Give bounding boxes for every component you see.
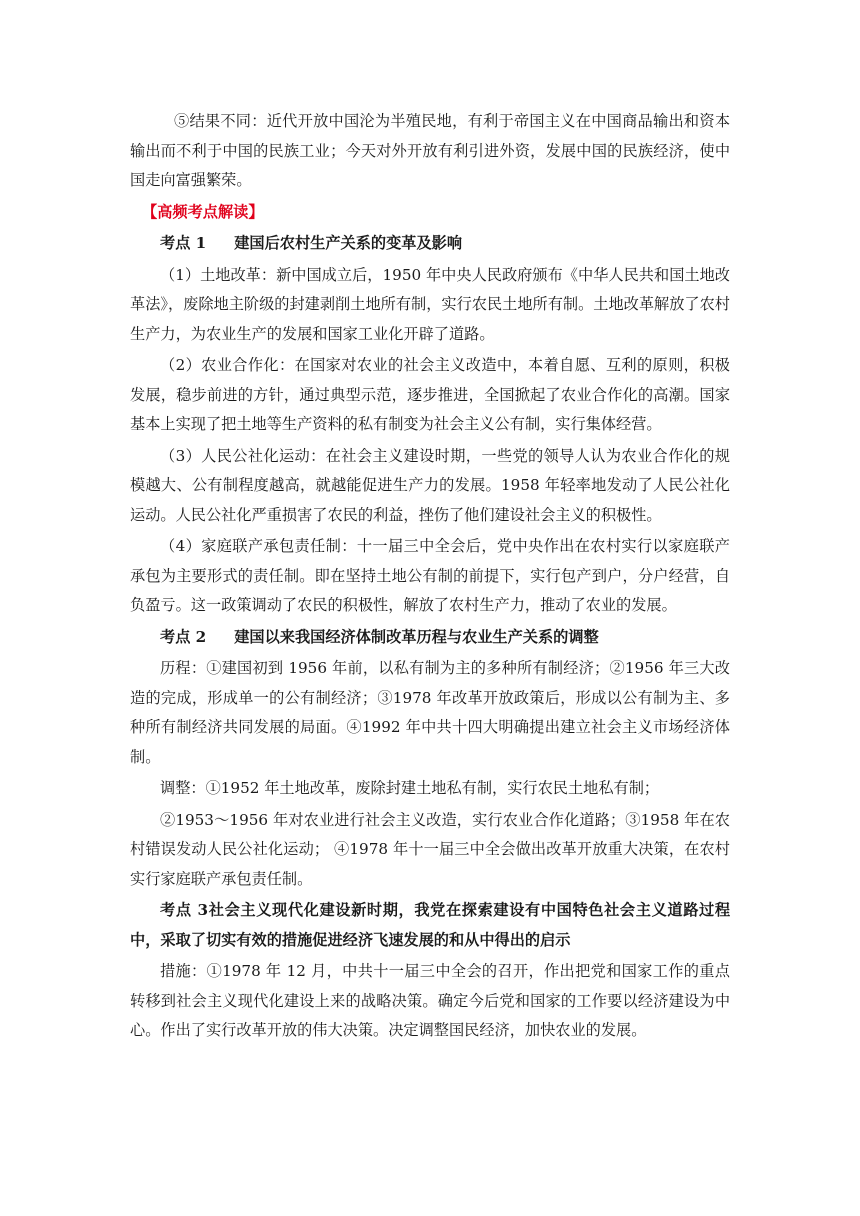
kaodian-1-household-responsibility: （4）家庭联产承包责任制：十一届三中全会后，党中央作出在农村实行以家庭联产承包为主要形式的责任制。即在坚持土地公有制的前提下，实行包产到户，分户经营，自负盈亏。这一政策调动了农民的积极性，解放了农村生产力，推动了农业的发展。 — [130, 537, 730, 614]
kaodian-1-label: 考点 1 — [160, 234, 207, 252]
kaodian-3-measures: 措施：①1978 年 12 月，中共十一届三中全会的召开，作出把党和国家工作的重点转移到社会主义现代化建设上来的战略决策。确定今后党和国家的工作要以经济建设为中心。作出了实行改革开放的伟大决策。决定调整国民经济，加快农业的发展。 — [130, 962, 730, 1039]
kaodian-3-label: 考点 3 — [160, 901, 209, 919]
kaodian-2-heading — [130, 623, 730, 653]
kaodian-1-cooperatives: （2）农业合作化：在国家对农业的社会主义改造中，本着自愿、互利的原则，积极发展，稳步前进的方针，通过典型示范，逐步推进，全国掀起了农业合作化的高潮。国家基本上实现了把土地等生产资料的私有制变为社会主义公有制，实行集体经营。 — [130, 356, 730, 433]
kaodian-2-title: 建国以来我国经济体制改革历程与农业生产关系的调整 — [234, 627, 599, 646]
kaodian-2-history: 历程：①建国初到 1956 年前，以私有制为主的多种所有制经济；②1956 年三大改造的完成，形成单一的公有制经济；③1978 年改革开放政策后，形成以公有制为主、多种所有制经济共同发展的局面。④1992 年中共十四大明确提出建立社会主义市场经济体制。 — [130, 659, 730, 766]
section-title: 【高频考点解读】 — [142, 202, 264, 221]
kaodian-1-title: 建国后农村生产关系的变革及影响 — [234, 234, 463, 252]
kaodian-2-label: 考点 2 — [160, 627, 207, 646]
document-page — [130, 107, 730, 1046]
kaodian-2-adjustment-intro: 调整：①1952 年土地改革，废除封建土地私有制，实行农民土地私有制； — [160, 779, 660, 797]
kaodian-2-adjustment-detail: ②1953～1956 年对农业进行社会主义改造，实行农业合作化道路；③1958 年在农村错误发动人民公社化运动； ④1978 年十一届三中全会做出改革开放重大决策，在农村实行家庭联产承包责任制。 — [130, 810, 730, 888]
kaodian-1-communes: （3）人民公社化运动：在社会主义建设时期，一些党的领导人认为农业合作化的规模越大、公有制程度越高，就越能促进生产力的发展。1958 年轻率地发动了人民公社化运动。人民公社化严重损害了农民的利益，挫伤了他们建设社会主义的积极性。 — [130, 446, 730, 524]
paragraph-result-difference: ⑤结果不同：近代开放中国沦为半殖民地，有利于帝国主义在中国商品输出和资本输出而不利于中国的民族工业；今天对外开放有利引进外资，发展中国的民族经济，使中国走向富强繁荣。 — [130, 112, 730, 189]
kaodian-3-heading — [130, 896, 730, 955]
kaodian-3-title: 社会主义现代化建设新时期，我党在探索建设有中国特色社会主义道路过程中，采取了切实有效的措施促进经济飞速发展的和从中得出的启示 — [130, 901, 731, 949]
kaodian-1-land-reform: （1）土地改革：新中国成立后，1950 年中央人民政府颁布《中华人民共和国土地改革法》，废除地主阶级的封建剥削土地所有制，实行农民土地所有制。土地改革解放了农村生产力，为农业生产的发展和国家工业化开辟了道路。 — [130, 265, 730, 343]
kaodian-1-heading — [130, 229, 730, 259]
